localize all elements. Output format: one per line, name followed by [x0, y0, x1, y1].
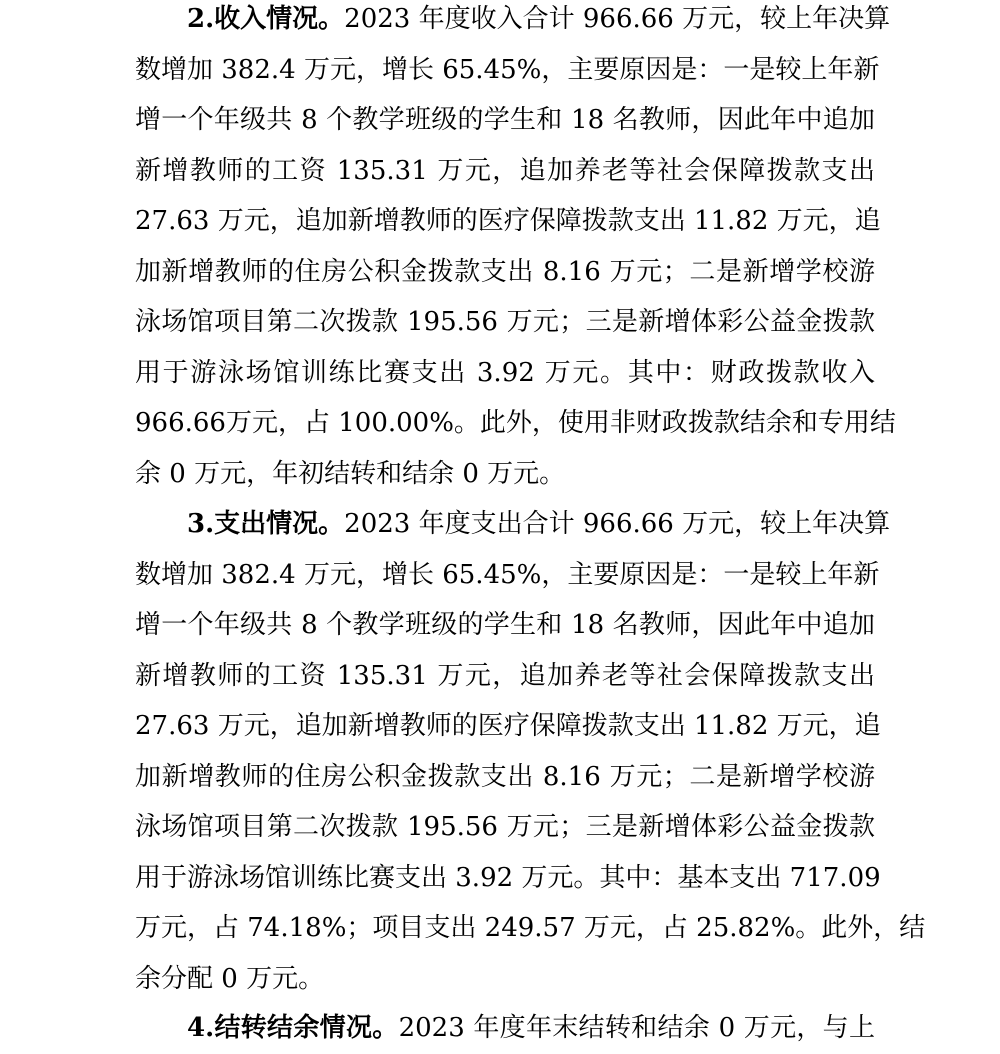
paragraph-first-line — [135, 499, 891, 550]
section-heading: 2.收入情况。 — [187, 4, 345, 34]
section-heading: 4.结转结余情况。 — [187, 1013, 399, 1043]
paragraph-line: 泳场馆项目第二次拨款 195.56 万元；三是新增体彩公益金拨款 — [135, 812, 875, 842]
paragraph-line: 余分配 0 万元。 — [135, 963, 325, 994]
paragraph-line: 增一个年级共 8 个教学班级的学生和 18 名教师，因此年中追加 — [135, 610, 875, 640]
paragraph-first-line — [135, 0, 891, 45]
paragraph-line: 余 0 万元，年初结转和结余 0 万元。 — [135, 458, 566, 489]
section-expenditure — [135, 499, 926, 1004]
paragraph-line: 27.63 万元，追加新增教师的医疗保障拨款支出 11.82 万元，追 — [135, 206, 881, 236]
section-carryover — [135, 1003, 875, 1054]
paragraph-text: 2023 年度支出合计 966.66 万元，较上年决算 — [344, 509, 891, 539]
paragraph-line: 新增教师的工资 135.31 万元，追加养老等社会保障拨款支出 — [135, 155, 875, 186]
paragraph-line: 数增加 382.4 万元，增长 65.45%，主要原因是：一是较上年新 — [135, 54, 880, 85]
paragraph-line: 加新增教师的住房公积金拨款支出 8.16 万元；二是新增学校游 — [135, 761, 875, 792]
paragraph-text: 2023 年度年末结转和结余 0 万元，与上 — [398, 1013, 875, 1043]
paragraph-first-line — [135, 1003, 875, 1054]
paragraph-line: 27.63 万元，追加新增教师的医疗保障拨款支出 11.82 万元，追 — [135, 711, 881, 741]
paragraph-line: 数增加 382.4 万元，增长 65.45%，主要原因是：一是较上年新 — [135, 559, 880, 590]
paragraph-line: 新增教师的工资 135.31 万元，追加养老等社会保障拨款支出 — [135, 660, 875, 691]
paragraph-line: 增一个年级共 8 个教学班级的学生和 18 名教师，因此年中追加 — [135, 105, 875, 135]
paragraph-line: 966.66万元，占 100.00%。此外，使用非财政拨款结余和专用结 — [135, 408, 896, 438]
paragraph-line: 用于游泳场馆训练比赛支出 3.92 万元。其中：基本支出 717.09 — [135, 862, 881, 893]
paragraph-text: 2023 年度收入合计 966.66 万元，较上年决算 — [344, 4, 891, 34]
section-heading: 3.支出情况。 — [187, 509, 345, 539]
paragraph-line: 泳场馆项目第二次拨款 195.56 万元；三是新增体彩公益金拨款 — [135, 307, 875, 337]
section-income — [135, 0, 896, 499]
paragraph-line: 加新增教师的住房公积金拨款支出 8.16 万元；二是新增学校游 — [135, 256, 875, 287]
paragraph-line: 万元，占 74.18%；项目支出 249.57 万元，占 25.82%。此外，结 — [135, 913, 926, 943]
paragraph-line: 用于游泳场馆训练比赛支出 3.92 万元。其中：财政拨款收入 — [135, 357, 875, 388]
